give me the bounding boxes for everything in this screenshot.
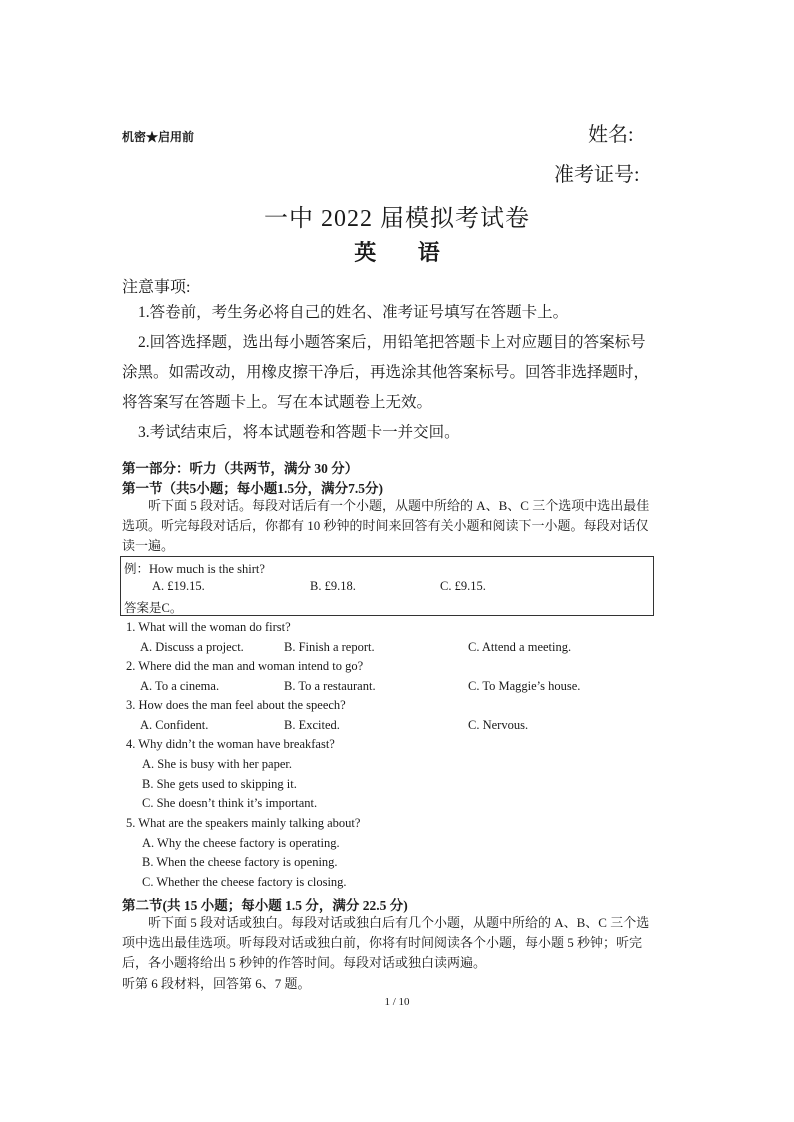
- section2-heading: 第二节(共 15 小题；每小题 1.5 分，满分 22.5 分): [122, 898, 408, 913]
- option-a: A. Why the cheese factory is operating.: [142, 836, 340, 850]
- subject-title: 英 语: [354, 240, 458, 265]
- section2-instructions: 听下面 5 段对话或独白。每段对话或独白后有几个小题，从题中所给的 A、B、C 三个选项中选出最佳选项。听每段对话或独白前，你将有时间阅读各个小题，每小题 5 秒钟；听完后，各小题将给出 5 秒钟的作答时间。每段对话或独白读两遍。: [122, 915, 650, 970]
- option-c: C. To Maggie’s house.: [468, 679, 581, 693]
- exam-number-label: 准考证号:: [554, 164, 640, 186]
- notice-item-2: 2.回答选择题，选出每小题答案后，用铅笔把答题卡上对应题目的答案标号涂黑。如需改动，用橡皮擦干净后，再选涂其他答案标号。回答非选择题时，将答案写在答题卡上。写在本试题卷上无效。: [122, 334, 650, 411]
- option-a: A. Discuss a project.: [140, 640, 244, 654]
- option-a: A. Confident.: [140, 718, 209, 732]
- notice-item-1: 1.答卷前，考生务必将自己的姓名、准考证号填写在答题卡上。: [138, 304, 569, 321]
- name-field-label: 姓名:: [588, 124, 634, 146]
- option-a: A. To a cinema.: [140, 679, 220, 693]
- question-stem: 4. Why didn’t the woman have breakfast?: [126, 737, 335, 751]
- question-stem: 2. Where did the man and woman intend to go?: [126, 659, 364, 673]
- option-c: C. She doesn’t think it’s important.: [142, 796, 318, 810]
- example-question: 例：How much is the shirt?: [124, 562, 265, 576]
- option-b: B. She gets used to skipping it.: [142, 777, 297, 791]
- option-c: C. Whether the cheese factory is closing.: [142, 875, 347, 889]
- example-option-c: C. £9.15.: [440, 579, 486, 593]
- part1-heading: 第一部分：听力（共两节，满分 30 分）: [122, 461, 359, 476]
- example-option-a: A. £19.15.: [152, 579, 205, 593]
- page-number: 1 / 10: [384, 996, 410, 1008]
- material-instruction: 听第 6 段材料，回答第 6、7 题。: [122, 976, 311, 991]
- question-stem: 5. What are the speakers mainly talking about?: [126, 816, 361, 830]
- option-b: B. When the cheese factory is opening.: [142, 855, 338, 869]
- section1-instructions: 听下面 5 段对话。每段对话后有一个小题，从题中所给的 A、B、C 三个选项中选出最佳选项。听完每段对话后，你都有 10 秒钟的时间来回答有关小题和阅读下一小题。每段对话仅读一遍。: [122, 498, 650, 553]
- question-stem: 1. What will the woman do first?: [126, 620, 291, 634]
- option-c: C. Attend a meeting.: [468, 640, 572, 654]
- notice-item-3: 3.考试结束后，将本试题卷和答题卡一并交回。: [138, 424, 460, 441]
- option-c: C. Nervous.: [468, 718, 529, 732]
- notice-heading: 注意事项:: [122, 279, 191, 296]
- example-option-b: B. £9.18.: [310, 579, 356, 593]
- confidential-label: 机密★启用前: [122, 130, 195, 144]
- option-a: A. She is busy with her paper.: [142, 757, 292, 771]
- option-b: B. Finish a report.: [284, 640, 375, 654]
- section1-heading: 第一节（共5小题；每小题1.5分，满分7.5分): [122, 481, 383, 496]
- option-b: B. Excited.: [284, 718, 340, 732]
- exam-title: 一中 2022 届模拟考试卷: [264, 206, 530, 232]
- question-stem: 3. How does the man feel about the speech?: [126, 698, 346, 712]
- example-answer: 答案是C。: [124, 601, 183, 615]
- option-b: B. To a restaurant.: [284, 679, 376, 693]
